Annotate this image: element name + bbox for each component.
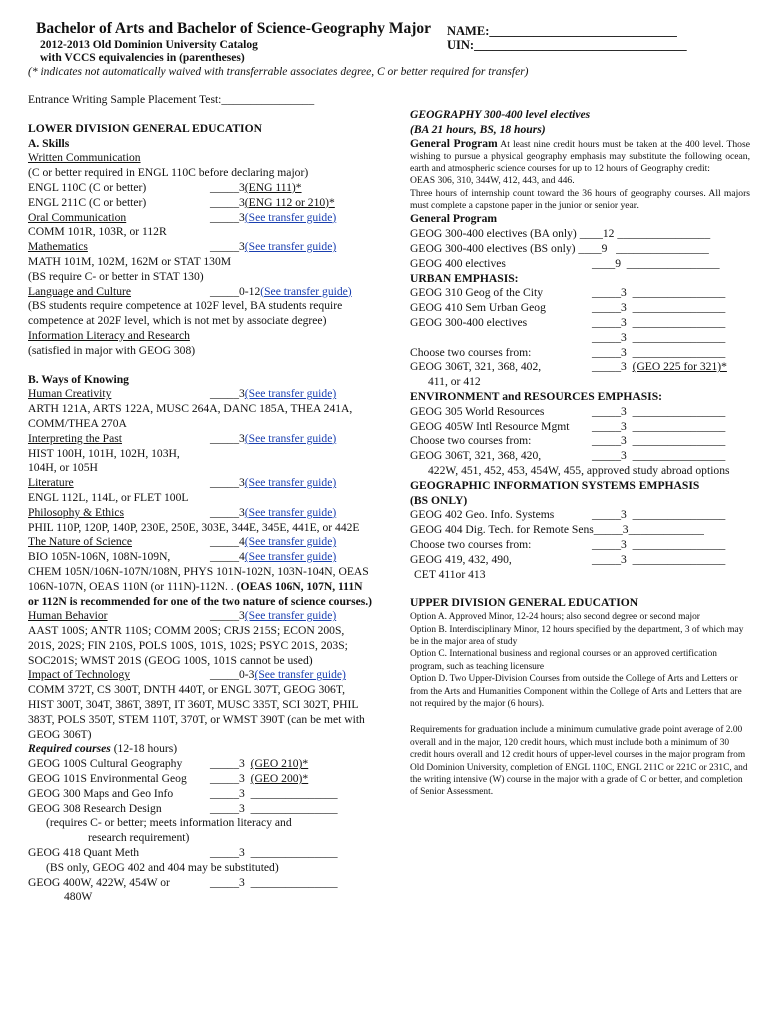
chem-list	[28, 565, 373, 609]
philosophy-list: PHIL 110P, 120P, 140P, 230E, 250E, 303E, 344E, 345E, 441E, or 442E	[28, 520, 360, 534]
language-row	[28, 285, 373, 300]
grade-blank[interactable]: ________________	[616, 241, 709, 255]
oeas-courses: OEAS 306, 310, 344W, 412, 443, and 446.	[410, 175, 575, 187]
course-name: GEOG 305 World Resources	[410, 404, 545, 418]
geog480w-line: 480W	[64, 890, 93, 904]
ways-of-knowing-heading: B. Ways of Knowing	[28, 372, 129, 386]
human-creativity-row	[28, 387, 373, 402]
credit-blank[interactable]: _____3	[592, 330, 627, 344]
skills-heading: A. Skills	[28, 136, 70, 150]
course-name: GEOG 405W Intl Resource Mgmt	[410, 419, 570, 433]
urban-emphasis-heading: URBAN EMPHASIS:	[410, 271, 519, 285]
course-name: GEOG 300-400 electives (BS only) ____9	[410, 241, 608, 255]
category-name: The Nature of Science	[28, 535, 132, 549]
upper-division-heading: UPPER DIVISION GENERAL EDUCATION	[410, 596, 639, 610]
transfer-guide-link[interactable]: (See transfer guide)	[244, 609, 337, 623]
left-column	[28, 93, 373, 905]
written-communication-heading: Written Communication	[28, 151, 141, 165]
general-program-text: At least nine credit hours must be taken at the 400 level. Those wishing to pursue a physical geography emphasis may substitute the following ocean, earth and atmospheric science courses for up to 12 hours of Geography credit:	[410, 138, 750, 175]
transfer-guide-link[interactable]: (See transfer guide)	[244, 387, 337, 401]
grade-blank[interactable]: ________________	[632, 330, 726, 344]
engl211-row	[28, 196, 373, 211]
transfer-guide-link[interactable]: (See transfer guide)	[244, 210, 337, 224]
credit-blank[interactable]: _____3	[592, 552, 627, 566]
course-name: ENGL 211C (C or better)	[28, 195, 147, 209]
right-column	[410, 108, 750, 799]
credit-blank[interactable]: _____3	[210, 846, 245, 860]
interpreting-past-row	[28, 432, 373, 447]
urban-blank-row	[410, 331, 750, 346]
credit-blank[interactable]: _____3	[592, 404, 627, 418]
course-name: GEOG 418 Quant Meth	[28, 846, 140, 860]
vccs-equivalent: (GEO 210)*	[250, 757, 309, 771]
category-name: Interpreting the Past	[28, 431, 123, 445]
course-name: GEOG 400 electives	[410, 256, 506, 270]
course-name: BIO 105N-106N, 108N-109N,	[28, 550, 171, 564]
env-choose-row	[410, 434, 750, 449]
grade-blank[interactable]: _______________	[250, 846, 338, 860]
gis-choose-row	[410, 538, 750, 553]
geog300-row	[28, 787, 373, 802]
grade-blank[interactable]: ________________	[632, 434, 726, 448]
credit-blank[interactable]: _____3	[210, 240, 245, 254]
credit-blank[interactable]: ____9	[592, 256, 621, 270]
course-name: GEOG 300-400 electives	[410, 315, 528, 329]
urban-electives-row	[410, 316, 750, 331]
grade-blank[interactable]: ________________	[632, 345, 726, 359]
geog310-row	[410, 286, 750, 301]
credit-blank[interactable]: _____3	[592, 449, 627, 463]
course-name: GEOG 310 Geog of the City	[410, 286, 543, 300]
option-b: Option B. Interdisciplinary Minor, 12 hours specified by the department, 3 of which may be in the major area of study	[410, 624, 744, 647]
bs-only-label: (BS ONLY)	[410, 493, 468, 507]
course-name: GEOG 306T, 321, 368, 402,	[410, 360, 542, 374]
category-name: Oral Communication	[28, 210, 127, 224]
urban-choose-row	[410, 346, 750, 361]
grade-blank[interactable]: ________________	[632, 419, 726, 433]
geog308-row	[28, 802, 373, 817]
transfer-note: (* indicates not automatically waived with transferrable associates degree, C or better required for transfer)	[28, 66, 529, 78]
vccs-equivalent: (GEO 225 for 321)*	[632, 360, 727, 374]
transfer-guide-link[interactable]: (See transfer guide)	[260, 284, 352, 298]
grade-blank[interactable]: ________________	[617, 227, 711, 241]
credit-blank[interactable]: _____0-12	[210, 284, 261, 298]
category-name: Language and Culture	[28, 284, 132, 298]
engl110-row	[28, 181, 373, 196]
grade-blank[interactable]: ________________	[632, 404, 726, 418]
category-name: Mathematics	[28, 240, 88, 254]
human-behavior-list: AAST 100S; ANTR 110S; COMM 200S; CRJS 215S; ECON 200S, 201S, 202S; FIN 210S, POLS 100S, 101S, 102S; PSYC 201S, 203S; SOC201S; WMST 201S (GEOG 100S, 101S cannot be used)	[28, 624, 348, 667]
grade-blank[interactable]: ________________	[632, 508, 726, 522]
bs-electives-row	[410, 242, 750, 257]
geog404-row	[410, 523, 750, 538]
geog402-row	[410, 508, 750, 523]
required-courses-heading	[28, 742, 373, 757]
general-program-intro	[410, 138, 750, 176]
credit-blank[interactable]: _____3	[592, 345, 627, 359]
info-literacy-note: (satisfied in major with GEOG 308)	[28, 343, 196, 357]
credit-blank[interactable]: _____4	[210, 535, 245, 549]
course-name: GEOG 419, 432, 490,	[410, 552, 512, 566]
lower-division-heading: LOWER DIVISION GENERAL EDUCATION	[28, 121, 262, 135]
course-name: GEOG 402 Geo. Info. Systems	[410, 508, 555, 522]
grade-blank[interactable]: _______________	[250, 875, 338, 889]
transfer-guide-link[interactable]: (See transfer guide)	[244, 505, 337, 519]
nature-science-row	[28, 535, 373, 550]
course-name: ENGL 110C (C or better)	[28, 180, 147, 194]
language-note: (BS students require competence at 102F level, BA students require competence at 202F level, which is not met by associate degree)	[28, 299, 343, 328]
course-name: Choose two courses from:	[410, 345, 532, 359]
graduation-requirements: Requirements for graduation include a minimum cumulative grade point average of 2.00 overall and in the major, 120 credit hours, which must include both a minimum of 30 credit hours overall and 12 credit hours of upper-level courses in the major program from Old Dominion University, completion of ENGL 110C, ENGL 211C or 221C or 231C, and the writing intensive (W) course in the major with a grade of C or better, and completion of Senior Assessment.	[410, 725, 748, 798]
credit-blank[interactable]: _____3	[210, 505, 245, 519]
internship-note: Three hours of internship count toward the 36 hours of geography courses. All majors must complete a capstone paper in the junior or senior year.	[410, 187, 750, 212]
past-list-1: HIST 100H, 101H, 102H, 103H,	[28, 446, 180, 460]
general-program-label: General Program	[410, 136, 498, 150]
transfer-guide-link[interactable]: (See transfer guide)	[244, 431, 337, 445]
entrance-test-line[interactable]: Entrance Writing Sample Placement Test:________________	[28, 93, 315, 106]
bio-row	[28, 550, 373, 565]
credit-blank[interactable]: _____3	[210, 431, 245, 445]
oral-row	[28, 211, 373, 226]
literature-list: ENGL 112L, 114L, or FLET 100L	[28, 490, 189, 504]
course-name: Choose two courses from:	[410, 537, 532, 551]
category-name: Philosophy & Ethics	[28, 505, 124, 519]
urban-306-row	[410, 360, 750, 375]
vccs-equivalent: (ENG 111)*	[244, 180, 302, 194]
oeas-recommendation: (OEAS 106N, 107N, 111N or 112N is recommended for one of the two nature of science courses.)	[28, 579, 372, 608]
course-name: GEOG 306T, 321, 368, 420,	[410, 449, 542, 463]
comm-list: COMM 101R, 103R, or 112R	[28, 225, 167, 239]
required-hours: (12-18 hours)	[113, 742, 178, 756]
credit-blank[interactable]: _____3	[210, 387, 245, 401]
math-row	[28, 240, 373, 255]
credit-blank[interactable]: _____0-3	[210, 668, 255, 682]
credit-blank[interactable]: _____3	[210, 875, 245, 889]
human-behavior-row	[28, 609, 373, 624]
geog410-row	[410, 301, 750, 316]
credit-blank[interactable]: _____3	[592, 315, 627, 329]
credit-blank[interactable]: _____3	[210, 801, 245, 815]
human-creativity-list: ARTH 121A, ARTS 122A, MUSC 264A, DANC 185A, THEA 241A, COMM/THEA 270A	[28, 402, 353, 430]
transfer-guide-link[interactable]: (See transfer guide)	[244, 240, 337, 254]
grade-blank[interactable]: _____________	[628, 523, 704, 537]
credit-blank[interactable]: _____3	[210, 210, 245, 224]
category-name: Impact of Technology	[28, 668, 130, 682]
category-name: Literature	[28, 476, 74, 490]
grade-blank[interactable]: ________________	[632, 552, 726, 566]
course-name: GEOG 404 Dig. Tech. for Remote Sens_____3	[410, 523, 629, 537]
grade-blank[interactable]: ________________	[632, 301, 726, 315]
grade-blank[interactable]: ________________	[632, 537, 726, 551]
written-note: (C or better required in ENGL 110C before declaring major)	[28, 166, 309, 180]
credit-blank[interactable]: _____3	[592, 537, 627, 551]
info-literacy-heading: Information Literacy and Research	[28, 328, 190, 342]
grade-blank[interactable]: ________________	[632, 286, 726, 300]
document-title: Bachelor of Arts and Bachelor of Science-Geography Major	[36, 20, 432, 37]
geog308-note-1: (requires C- or better; meets information literacy and	[46, 816, 292, 830]
geog100-row	[28, 757, 373, 772]
geog308-note-2: research requirement)	[88, 831, 190, 845]
technology-row	[28, 668, 373, 683]
transfer-guide-link[interactable]: (See transfer guide)	[244, 535, 337, 549]
urban-411-line: 411, or 412	[428, 375, 481, 389]
required-label: Required courses	[28, 742, 111, 756]
option-d: Option D. Two Upper-Division Courses from outside the College of Arts and Letters or from the Arts and Humanities Component within the College of Arts and Letters that are not required by the major (6 hours).	[410, 674, 742, 709]
grade-blank[interactable]: ________________	[632, 449, 726, 463]
chem-text: CHEM 105N/106N-107N/108N, PHYS 101N-102N, 103N-104N, OEAS 106N-107N, OEAS 110N (or 111N)-112N. .	[28, 564, 369, 593]
credit-blank[interactable]: _____3	[210, 772, 245, 786]
credit-blank[interactable]: _____3	[210, 757, 245, 771]
option-c: Option C. International business and regional courses or an approved certification program, such as teaching licensure	[410, 649, 717, 672]
option-a: Option A. Approved Minor, 12-24 hours; also second degree or second major	[410, 612, 700, 623]
name-field[interactable]: NAME:______________________________	[447, 24, 677, 38]
credit-blank[interactable]: _____3	[592, 360, 627, 374]
math-note: (BS require C- or better in STAT 130)	[28, 269, 204, 283]
credit-blank[interactable]: _____3	[592, 434, 627, 448]
category-name: Human Behavior	[28, 609, 108, 623]
credit-blank[interactable]: _____3	[592, 301, 627, 315]
grade-blank[interactable]: ________________	[632, 315, 726, 329]
credit-blank[interactable]: _____3	[210, 786, 245, 800]
category-name: Human Creativity	[28, 387, 112, 401]
grade-blank[interactable]: _______________	[250, 801, 338, 815]
literature-row	[28, 476, 373, 491]
env-306-row	[410, 449, 750, 464]
technology-list: COMM 372T, CS 300T, DNTH 440T, or ENGL 307T, GEOG 306T, HIST 300T, 304T, 386T, 389T, IT 360T, MUSC 335T, SCI 302T, PHIL 383T, POLS 350T, STEM 110T, 370T, or WMST 390T (can be met with GEOG 306T)	[28, 683, 365, 741]
course-name: GEOG 100S Cultural Geography	[28, 757, 183, 771]
credit-blank[interactable]: _____3	[210, 476, 245, 490]
geog405-row	[410, 420, 750, 435]
course-name: GEOG 300 Maps and Geo Info	[28, 786, 174, 800]
geog305-row	[410, 405, 750, 420]
gis-emphasis-heading: GEOGRAPHIC INFORMATION SYSTEMS EMPHASIS	[410, 478, 700, 492]
g400-electives-row	[410, 257, 750, 272]
credit-blank[interactable]: _____3	[210, 609, 245, 623]
vccs-equivalent: (ENG 112 or 210)*	[244, 195, 335, 209]
vccs-subtitle: with VCCS equivalencies in (parentheses)	[40, 52, 245, 64]
env-422-line: 422W, 451, 452, 453, 454W, 455, approved study abroad options	[428, 463, 730, 477]
geog418-row	[28, 846, 373, 861]
ba-electives-row	[410, 227, 750, 242]
uin-field[interactable]: UIN:__________________________________	[447, 38, 687, 52]
course-name: GEOG 101S Environmental Geog	[28, 772, 187, 786]
electives-hours: (BA 21 hours, BS, 18 hours)	[410, 122, 546, 136]
geog419-row	[410, 553, 750, 568]
general-program-heading: General Program	[410, 212, 498, 226]
credit-blank[interactable]: _____4	[210, 550, 245, 564]
transfer-guide-link[interactable]: (See transfer guide)	[254, 668, 346, 682]
cet-line: CET 411or 413	[414, 567, 486, 581]
transfer-guide-link[interactable]: (See transfer guide)	[244, 476, 337, 490]
geog418-note: (BS only, GEOG 402 and 404 may be substituted)	[46, 860, 279, 874]
course-name: GEOG 400W, 422W, 454W or	[28, 875, 170, 889]
vccs-equivalent: (GEO 200)*	[250, 772, 309, 786]
course-name: GEOG 308 Research Design	[28, 801, 162, 815]
credit-blank[interactable]: _____3	[210, 180, 245, 194]
credit-blank[interactable]: _____3	[592, 286, 627, 300]
grade-blank[interactable]: _______________	[250, 786, 338, 800]
math-list: MATH 101M, 102M, 162M or STAT 130M	[28, 254, 232, 268]
electives-heading: GEOGRAPHY 300-400 level electives	[410, 108, 591, 121]
credit-blank[interactable]: _____3	[592, 508, 627, 522]
catalog-subtitle: 2012-2013 Old Dominion University Catalog	[40, 39, 258, 51]
transfer-guide-link[interactable]: (See transfer guide)	[244, 550, 337, 564]
philosophy-row	[28, 506, 373, 521]
past-list-2: 104H, or 105H	[28, 461, 98, 475]
credit-blank[interactable]: _____3	[592, 419, 627, 433]
geog400w-row	[28, 876, 373, 891]
credit-blank[interactable]: _____3	[210, 195, 245, 209]
grade-blank[interactable]: ________________	[626, 256, 720, 270]
course-name: GEOG 410 Sem Urban Geog	[410, 301, 546, 315]
environment-emphasis-heading: ENVIRONMENT and RESOURCES EMPHASIS:	[410, 389, 662, 403]
course-name: Choose two courses from:	[410, 434, 532, 448]
course-name: GEOG 300-400 electives (BA only) ____12	[410, 227, 615, 241]
geog101-row	[28, 772, 373, 787]
